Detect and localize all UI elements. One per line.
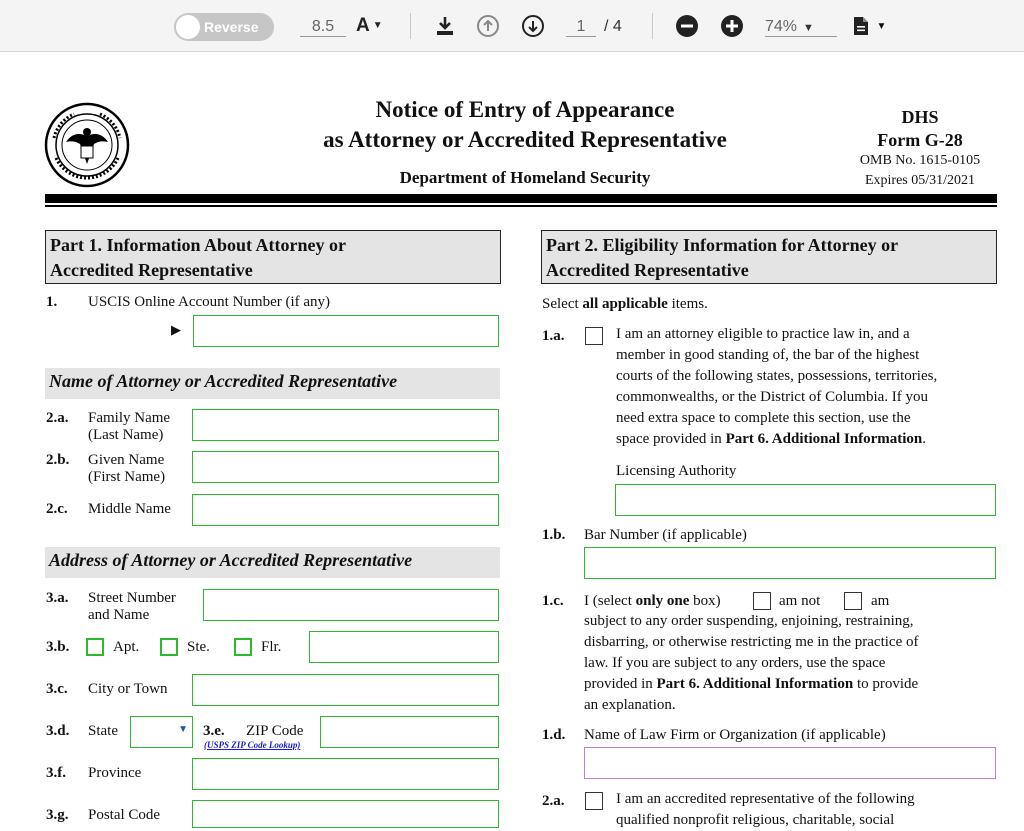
state-select[interactable] — [130, 716, 193, 748]
label-line: Given Name — [88, 452, 165, 468]
item-number: 2.b. — [46, 452, 70, 468]
part2-heading-line1: Part 2. Eligibility Information for Attorney or — [546, 235, 899, 255]
label-line: (Last Name) — [88, 427, 164, 443]
para-line: an explanation. — [584, 697, 676, 713]
middle-name-input[interactable] — [192, 494, 499, 526]
postal-code-label: Postal Code — [88, 807, 161, 823]
text: Select — [542, 296, 583, 312]
para-line: I am an attorney eligible to practice law in, and a — [616, 326, 910, 342]
part1-heading-line1: Part 1. Information About Attorney or — [50, 235, 346, 255]
header-rule — [45, 194, 997, 203]
para-line: qualified nonprofit religious, charitable, social — [616, 812, 895, 828]
am-not-checkbox[interactable] — [753, 592, 771, 610]
font-button-label: A — [356, 15, 370, 36]
form-title-line1: Notice of Entry of Appearance — [375, 97, 675, 122]
flr-label: Flr. — [261, 639, 282, 655]
licensing-authority-input[interactable] — [615, 484, 996, 516]
department-name: Department of Homeland Security — [399, 168, 651, 187]
document-menu-button[interactable]: ▼ — [853, 16, 886, 36]
ste-checkbox[interactable] — [160, 638, 178, 656]
zoom-select[interactable]: 74% ▼ — [765, 18, 837, 37]
uscis-account-label: USCIS Online Account Number (if any) — [88, 294, 331, 310]
flr-checkbox[interactable] — [234, 638, 252, 656]
attorney-checkbox[interactable] — [585, 327, 603, 345]
item-number: 2.a. — [46, 410, 69, 426]
item-number: 3.e. — [203, 723, 225, 739]
label-line: Street Number — [88, 590, 176, 606]
header-rule-thin — [45, 205, 997, 207]
part1-heading-line2: Accredited Representative — [50, 260, 253, 280]
document-icon — [853, 16, 869, 36]
bar-number-input[interactable] — [584, 547, 996, 579]
para-line: member in good standing of, the bar of the highest — [616, 347, 920, 363]
part1-heading — [45, 230, 501, 284]
chevron-down-icon: ▼ — [178, 724, 188, 735]
ste-label: Ste. — [187, 639, 210, 655]
reverse-toggle[interactable] — [174, 13, 274, 41]
given-name-input[interactable] — [192, 451, 499, 483]
arrow-down-circle-icon[interactable] — [521, 14, 545, 38]
zip-input[interactable] — [320, 716, 499, 748]
city-input[interactable] — [192, 674, 499, 706]
form-title-line2: as Attorney or Accredited Representative — [323, 127, 727, 152]
item-number: 1.c. — [542, 593, 564, 609]
arrow-right-icon: ▶ — [171, 322, 181, 337]
form-number: Form G-28 — [877, 130, 963, 150]
law-firm-label: Name of Law Firm or Organization (if applicable) — [584, 727, 886, 743]
am-not-label: am not — [779, 593, 821, 609]
font-size-input[interactable]: 8.5 — [300, 18, 346, 37]
zoom-value: 74% — [765, 18, 798, 35]
para-line — [584, 674, 999, 695]
toolbar-divider — [652, 13, 653, 39]
item-number: 1. — [46, 294, 58, 310]
zoom-out-icon[interactable] — [675, 14, 699, 38]
text: . — [922, 431, 926, 447]
item-number: 1.a. — [542, 328, 565, 344]
toggle-knob — [176, 15, 200, 39]
law-firm-input[interactable] — [584, 747, 996, 779]
zoom-in-icon[interactable] — [720, 14, 744, 38]
text-bold: Part 6. Additional Information — [725, 431, 923, 447]
province-label: Province — [88, 765, 142, 781]
download-icon[interactable] — [433, 14, 457, 38]
item-number: 2.c. — [46, 501, 68, 517]
part2-heading — [541, 230, 997, 284]
am-label: am — [871, 593, 890, 609]
para-line: commonwealths, or the District of Columbia. If you — [616, 389, 929, 405]
licensing-authority-label: Licensing Authority — [616, 463, 737, 479]
viewer-toolbar — [0, 0, 1024, 52]
para-line: law. If you are subject to any orders, use the space — [584, 655, 886, 671]
toolbar-divider — [410, 13, 411, 39]
text: space provided in — [616, 431, 726, 447]
para-line: disbarring, or otherwise restricting me in the practice of — [584, 634, 919, 650]
item-number: 3.f. — [46, 765, 66, 781]
postal-code-input[interactable] — [192, 800, 499, 828]
font-size-button[interactable]: A ▼ — [356, 15, 383, 36]
unit-number-input[interactable] — [309, 631, 499, 663]
reverse-label: Reverse — [204, 19, 259, 35]
family-name-label — [88, 410, 170, 444]
text: provided in — [584, 676, 657, 692]
zip-lookup-link[interactable]: (USPS ZIP Code Lookup) — [204, 740, 301, 750]
text-bold: only one — [635, 593, 690, 609]
family-name-input[interactable] — [192, 409, 499, 441]
part2-heading-line2: Accredited Representative — [546, 260, 749, 280]
zip-label: ZIP Code — [246, 723, 304, 739]
para-line: need extra space to complete this section, use the — [616, 410, 911, 426]
city-label: City or Town — [88, 681, 168, 697]
street-input[interactable] — [203, 589, 499, 621]
label-line: Family Name — [88, 410, 171, 426]
item-number: 3.d. — [46, 723, 70, 739]
item-number: 3.a. — [46, 590, 69, 606]
accredited-rep-statement — [616, 789, 1001, 831]
text: box) — [689, 593, 721, 609]
page-number-input[interactable]: 1 — [566, 18, 596, 37]
given-name-label — [88, 452, 165, 486]
text: items. — [667, 296, 708, 312]
text: I (select — [584, 593, 636, 609]
para-line: courts of the following states, possessions, territories, — [616, 368, 938, 384]
province-input[interactable] — [192, 758, 499, 790]
item-number: 3.g. — [46, 807, 69, 823]
arrow-up-circle-icon[interactable] — [476, 14, 500, 38]
bar-number-label: Bar Number (if applicable) — [584, 527, 747, 543]
item-number: 1.d. — [542, 727, 566, 743]
select-one-box-label — [584, 593, 721, 610]
label-line: (First Name) — [88, 469, 166, 485]
attorney-statement — [616, 324, 1001, 450]
middle-name-label: Middle Name — [88, 501, 171, 517]
text-bold: all applicable — [582, 296, 668, 312]
dhs-seal-icon — [44, 102, 130, 188]
street-label — [88, 590, 176, 624]
para-line: I am an accredited representative of the following — [616, 791, 915, 807]
agency-abbrev: DHS — [901, 107, 939, 127]
uscis-account-input[interactable] — [193, 315, 499, 347]
item-number: 3.c. — [46, 681, 68, 697]
apt-label: Apt. — [113, 639, 140, 655]
page-total: / 4 — [604, 18, 622, 35]
state-label: State — [88, 723, 118, 739]
label-line: and Name — [88, 607, 150, 623]
apt-checkbox[interactable] — [86, 638, 104, 656]
am-checkbox[interactable] — [844, 592, 862, 610]
accredited-rep-checkbox[interactable] — [585, 792, 603, 810]
omb-number: OMB No. 1615-0105 — [859, 153, 981, 168]
para-line: subject to any order suspending, enjoining, restraining, — [584, 613, 914, 629]
orders-statement — [584, 611, 999, 716]
text-bold: Part 6. Additional Information — [656, 676, 854, 692]
name-section-heading: Name of Attorney or Accredited Representative — [45, 368, 500, 399]
expiration-date: Expires 05/31/2021 — [864, 173, 976, 188]
text: to provide — [853, 676, 919, 692]
item-number: 2.a. — [542, 793, 565, 809]
para-line — [616, 429, 1001, 450]
address-section-heading: Address of Attorney or Accredited Representative — [45, 547, 500, 578]
select-instructions — [542, 296, 708, 313]
item-number: 3.b. — [46, 639, 70, 655]
item-number: 1.b. — [542, 527, 566, 543]
